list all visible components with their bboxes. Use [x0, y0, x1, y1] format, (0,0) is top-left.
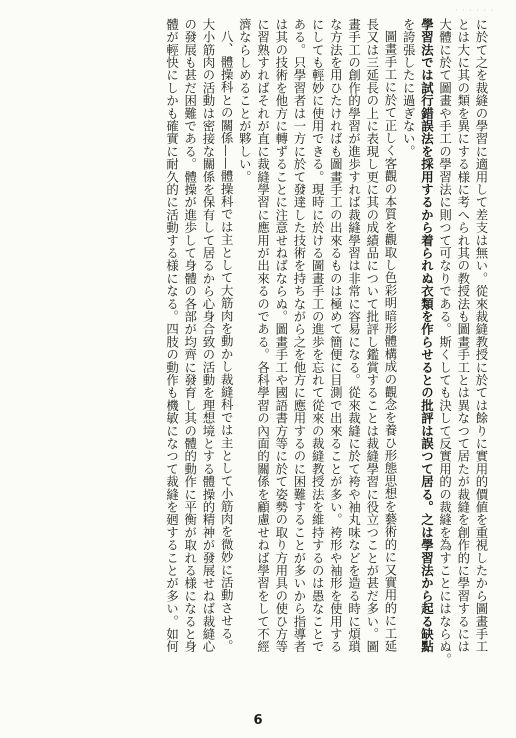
text-column: 學習法では試行錯誤法を採用するから着られぬ衣類を作らせるとの批評は誤つて居る。之は學習法から起る缺點	[419, 18, 435, 653]
library-stamp: · · · · · ·	[455, 6, 494, 15]
text-column: は其の技術を他方に轉ずることに注意せねばならぬ。圖畫手工や國語書方等に於て姿勢の取り方用具の使ひ方等	[273, 18, 289, 653]
text-column: 畫手工の創作的學習が進歩すれば裁縫學習は非常に容易になる。從來裁縫に於て袴や袖丸味などを造る時に煩瑣	[346, 18, 362, 653]
text-column: 濟ならしめることが夥しい。	[237, 18, 253, 184]
text-column: な方法を用ひたければも圖畫手工の出來るものは極めて簡便に目測で出來ることが多い。袴形や袖形を使用する	[328, 18, 344, 653]
text-column: を誇張したに過ぎない。	[401, 18, 417, 158]
text-column: に於て之を裁縫の學習に適用して差支は無い。從來裁縫教授に於ては餘りに實用的價値を重視したから圖畫手工	[474, 18, 489, 653]
text-column: 大體に於て圖畫や手工の學習法に則つて可なりである。斯くしても決して反實用的の裁縫を為すことにはならぬ。	[437, 18, 453, 666]
text-column: ある。只學習者は一方に於て發達した技術を持ちながら之を他方に應用するのに困難することが多いから指導者	[291, 18, 307, 653]
text-column: の發展も甚だ困難である。體操が進歩して身體の各部が均齊に發育し其の體的動作に平衡が取れる様になると身	[182, 18, 198, 653]
text-column: 八、體操科との關係——體操科では主として大筋肉を動かし裁縫科では主として小筋肉を微妙に活動させる。	[219, 30, 235, 653]
text-column: 長又は三延長の上に表現し更に其の成績品について批評し鑑賞することは裁縫學習に役立つことが甚だ多い。圖	[364, 18, 380, 653]
text-column: 圖畫手工に於て正しく客觀の本質を觀取し色彩明暗形體構成の觀念を養ひ形態思想を藝術的に又實用的に工延	[382, 30, 398, 653]
text-column: とは大に其の類を異にする様に考へられ其の教授法も圖畫手工とは異なつて居たが裁縫を創作的に學習するには	[455, 18, 471, 653]
text-column: 體が輕快にしかも確實に耐久的に活動する様になる。四肢の動作も機敏になつて裁縫を𢌞することが多い。如何	[164, 18, 180, 653]
text-column: 大小筋肉の活動は密接な關係を保有して居るから心身合致の活動を理想境とする體操的精神が發展せねば裁縫心	[200, 18, 216, 653]
text-column: にしても輕妙に使用できる。現時に於ける圖畫手工の進歩を忘れて從來の裁縫教授法を維持するのは愚なことで	[310, 18, 326, 653]
vertical-text-body	[16, 18, 490, 708]
text-column: に習熟すればそれが直に裁縫學習に應用が出來るのである。各科學習の內面的關係を顧慮せねば學習をして不經	[255, 18, 271, 653]
page-number: 6	[253, 713, 263, 728]
